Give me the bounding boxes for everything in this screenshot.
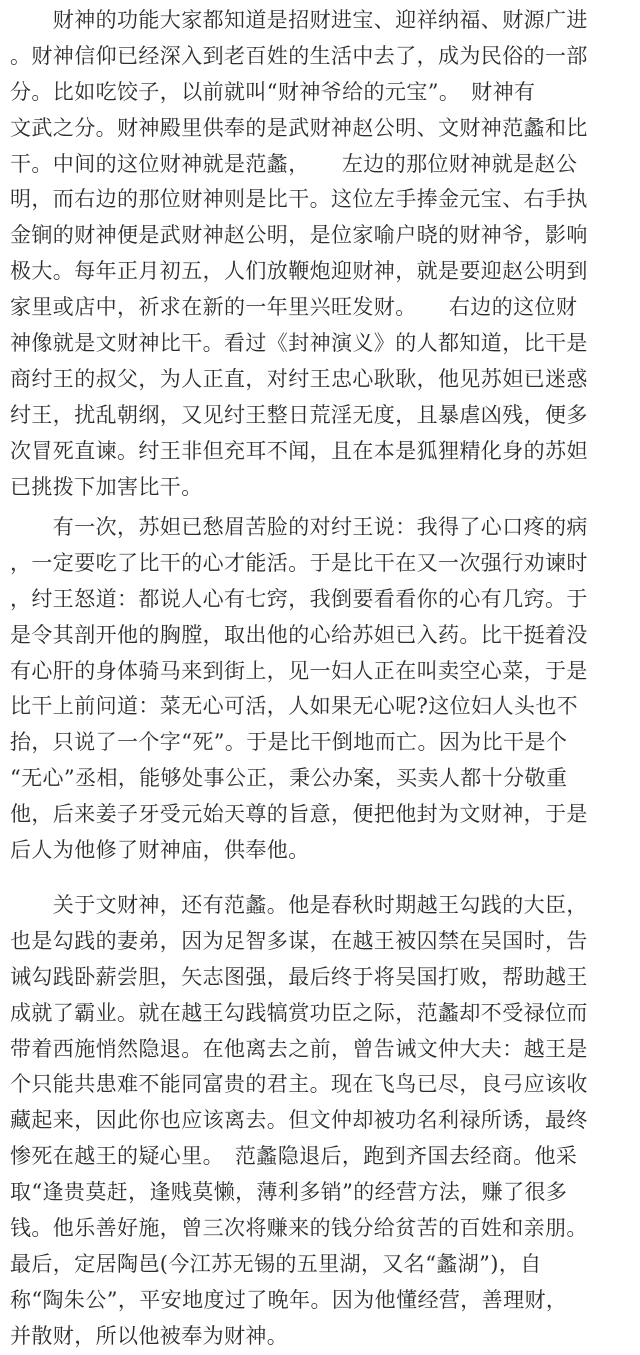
text-line: 带着西施悄然隐退。在他离去之前，曾告诫文仲大夫：越王是 [10, 1036, 588, 1061]
text-line: 关于文财神，还有范蠡。他是春秋时期越王勾践的大臣， [10, 893, 588, 917]
text-line: 称“陶朱公”，平安地度过了晚年。因为他懂经营，善理财， [10, 1287, 568, 1312]
text-line: 极大。每年正月初五，人们放鞭炮迎财神，就是要迎赵公明到 [10, 259, 588, 284]
text-line: 也是勾践的妻弟，因为足智多谋，在越王被囚禁在吴国时，告 [10, 928, 588, 953]
text-line: 取“逢贵莫赶，逢贱莫懒，薄利多销”的经营方法，赚了很多 [10, 1180, 568, 1205]
text-line: 最后，定居陶邑(今江苏无锡的五里湖，又名“蠡湖”)，自 [10, 1251, 542, 1276]
text-line: 藏起来，因此你也应该离去。但文仲却被功名利禄所诱，最终 [10, 1108, 588, 1133]
text-line: 金锏的财神便是武财神赵公明，是位家喻户晓的财神爷，影响 [10, 223, 588, 248]
text-line: 个只能共患难不能同富贵的君主。现在飞鸟已尽，良弓应该收 [10, 1072, 588, 1097]
text-line: 钱。他乐善好施，曾三次将赚来的钱分给贫苦的百姓和亲朋。 [10, 1216, 588, 1241]
paragraph-2 [10, 510, 632, 869]
text-line: “无心”丞相，能够处事公正，秉公办案，买卖人都十分敬重 [10, 766, 568, 791]
text-line: 神像就是文财神比干。看过《封神演义》的人都知道，比干是 [10, 331, 588, 356]
text-line: 分。比如吃饺子，以前就叫“财神爷给的元宝”。 财神有 [10, 79, 536, 104]
text-line: 。财神信仰已经深入到老百姓的生活中去了，成为民俗的一部 [10, 43, 588, 68]
text-line: 有一次，苏妲已愁眉苦脸的对纣王说：我得了心口疼的病 [10, 515, 588, 539]
text-line: 已挑拨下加害比干。 [10, 474, 203, 499]
text-line: 他，后来姜子牙受元始天尊的旨意，便把他封为文财神，于是 [10, 802, 588, 827]
text-line: ，一定要吃了比干的心才能活。于是比干在又一次强行劝谏时 [10, 550, 588, 575]
paragraph-3 [10, 888, 632, 1355]
text-line: 财神的功能大家都知道是招财进宝、迎祥纳福、财源广进 [10, 8, 588, 32]
text-line: 次冒死直谏。纣王非但充耳不闻，且在本是狐狸精化身的苏妲 [10, 438, 588, 463]
text-line: 后人为他修了财神庙，供奉他。 [10, 838, 310, 863]
text-line: 比干上前问道：菜无心可活，人如果无心呢?这位妇人头也不 [10, 694, 579, 719]
text-line: 有心肝的身体骑马来到街上，见一妇人正在叫卖空心菜，于是 [10, 658, 588, 683]
paragraph-1 [10, 3, 632, 505]
text-line: 干。中间的这位财神就是范蠡， 左边的那位财神就是赵公 [10, 151, 578, 176]
text-line: 纣王，扰乱朝纲，又见纣王整日荒淫无度，且暴虐凶残，便多 [10, 402, 588, 427]
text-line: 家里或店中，祈求在新的一年里兴旺发财。 右边的这位财 [10, 295, 578, 320]
text-line: 惨死在越王的疑心里。 范蠡隐退后，跑到齐国去经商。他采 [10, 1144, 578, 1169]
text-line: 抬，只说了一个字“死”。于是比干倒地而亡。因为比干是个 [10, 730, 568, 755]
text-line: 是令其剖开他的胸膛，取出他的心给苏妲已入药。比干挺着没 [10, 622, 588, 647]
text-line: 诫勾践卧薪尝胆，矢志图强，最后终于将吴国打败，帮助越王 [10, 964, 588, 989]
text-line: 明，而右边的那位财神则是比干。这位左手捧金元宝、右手执 [10, 187, 588, 212]
text-line: ，纣王怒道：都说人心有七窍，我倒要看看你的心有几窍。于 [10, 586, 588, 611]
text-line: 商纣王的叔父，为人正直，对纣王忠心耿耿，他见苏妲已迷惑 [10, 366, 588, 391]
text-line: 成就了霸业。就在越王勾践犒赏功臣之际，范蠡却不受禄位而 [10, 1000, 588, 1025]
text-line: 文武之分。财神殿里供奉的是武财神赵公明、文财神范蠡和比 [10, 115, 588, 140]
text-line: 并散财，所以他被奉为财神。 [10, 1323, 289, 1348]
